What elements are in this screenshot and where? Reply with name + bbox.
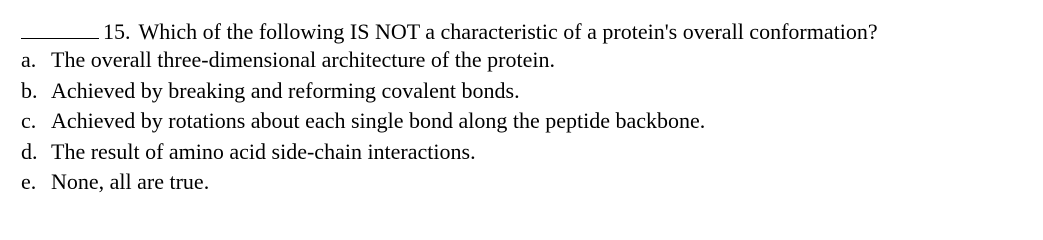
option-letter: e. (21, 169, 37, 194)
option-a (21, 45, 705, 76)
question-text: Which of the following IS NOT a characteristic of a protein's overall conformation? (138, 19, 878, 44)
option-letter: b. (21, 77, 38, 103)
question-number: 15. (103, 19, 131, 44)
option-letter: a. (21, 47, 37, 72)
option-letter: d. (21, 138, 38, 164)
answer-blank (21, 14, 99, 39)
option-text: None, all are true. (51, 169, 210, 194)
question-line (21, 14, 878, 46)
option-letter: c. (21, 108, 37, 133)
option-d (21, 137, 705, 168)
option-text: Achieved by rotations about each single bond along the peptide backbone. (51, 108, 706, 133)
option-text: The overall three-dimensional architecture of the protein. (51, 47, 555, 72)
option-c (21, 106, 705, 137)
option-text: Achieved by breaking and reforming covalent bonds. (51, 77, 520, 103)
answer-options (21, 45, 705, 198)
option-b (21, 76, 705, 107)
option-e (21, 167, 705, 198)
option-text: The result of amino acid side-chain interactions. (51, 138, 476, 164)
